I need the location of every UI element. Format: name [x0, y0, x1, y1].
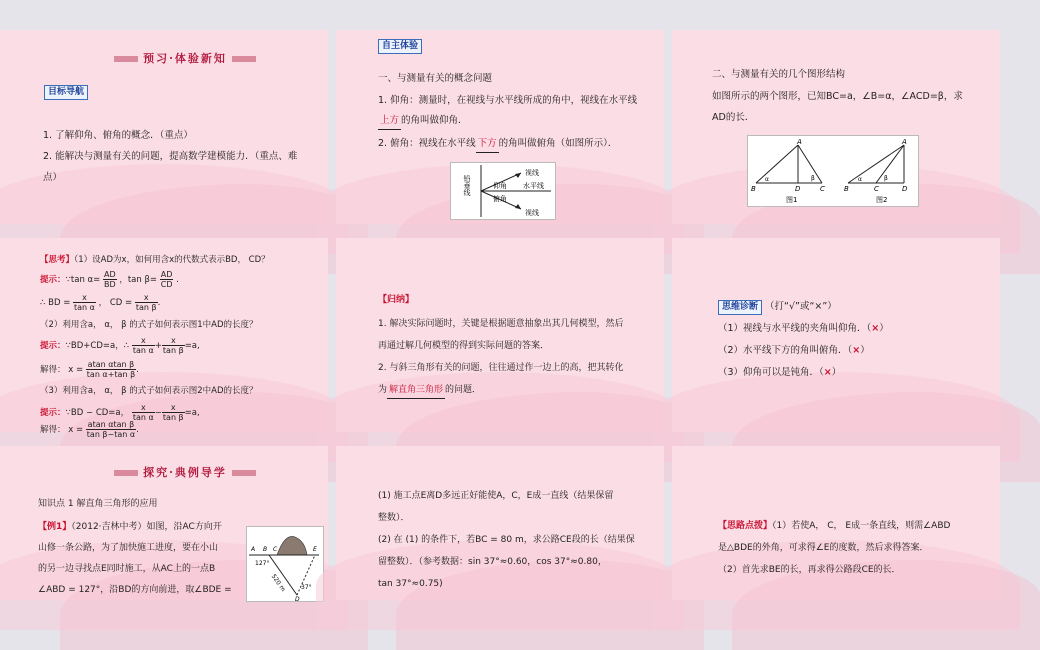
- summary-tag: 【归纳】: [378, 295, 415, 305]
- fill-above: 上方: [378, 114, 401, 130]
- elevation-def: 1. 仰角：测量时，在视线与水平线所成的角中，视线在水平线: [378, 95, 638, 106]
- svg-text:B: B: [844, 185, 849, 193]
- angle-figure: [450, 162, 556, 220]
- concept-heading: 一、与测量有关的概念问题: [378, 73, 493, 84]
- svg-text:水平线: 水平线: [523, 182, 544, 190]
- structures-heading: 二、与测量有关的几个图形结构: [712, 69, 846, 80]
- structures-problem-cont: AD的长．: [712, 112, 755, 123]
- fill-right-triangle: 解直角三角形: [387, 384, 445, 399]
- svg-text:β: β: [884, 175, 888, 182]
- judge-item-2: （2）水平线下方的角叫俯角．（×）: [718, 345, 870, 356]
- svg-text:图1: 图1: [786, 196, 798, 204]
- slide-preview: [0, 30, 328, 224]
- svg-text:B: B: [751, 185, 756, 193]
- section-banner: 预习·体验新知: [100, 50, 270, 68]
- svg-text:视线: 视线: [525, 169, 539, 177]
- svg-text:D: D: [795, 185, 801, 193]
- svg-text:铅垂线: 铅垂线: [463, 175, 471, 196]
- svg-text:C: C: [820, 185, 825, 193]
- slide-self-experience: 自主体验 一、与测量有关的概念问题 1. 仰角：测量时，在视线与水平线所成的角中，视线在水平线 上方 的角叫做仰角． 2. 俯角：视线在水平线 下方 的角叫做俯角（如图所示）． 铅垂线 视线 仰角 水平线 俯角 视线: [336, 30, 664, 224]
- svg-text:B: B: [263, 546, 268, 553]
- svg-text:127°: 127°: [255, 560, 270, 567]
- slide-thinking: 【思考】（1）设AD为x，如何用含x的代数式表示BD， CD？ 提示：∵tan α= $\frac{AD}{BD}$ ，tan β= $\frac{AD}{CD}$ . ∴ BD = $\frac{x}{\text{tan α}}$ ， CD = $\frac{x}{\text{tan β}}$ . （2）利用含a， α， β 的式子如何表示图1中AD的长度？ 提示：∵BD+CD=a，∴ $\frac{x}{\text{tan α}}$ + $\frac{x}{\text{tan β}}$ =a, 解得： x = $\frac{\text{atan αtan β}}{\text{tan α+tan β}}$ . （3）利用含a， α， β 的式子如何表示图2中AD的长度？ 提示：∵BD − CD=a， $\frac{x}{\text{tan α}}$ − $\frac{x}{\text{tan β}}$ =a, 解得： x = $\frac{\text{atan αtan β}}{\text{tan β−tan α}}$ .: [0, 238, 328, 432]
- svg-text:D: D: [295, 596, 300, 603]
- svg-text:520 m: 520 m: [269, 573, 287, 593]
- judge-item-3: （3）仰角可以是钝角．（×）: [718, 367, 842, 378]
- slide-example: 探究·典例导学 知识点 1 解直角三角形的应用 【例1】（2012·吉林中考）如图，沿AC方向开 山修一条公路，为了加快施工进度，要在小山 的另一边寻找点E同时施工，从AC上的一点B ∠ABD = 127°，沿BD的方向前进，取∠BDE = A B C E D 127° 37° 520 m: [0, 446, 328, 600]
- svg-text:俯角: 俯角: [493, 195, 507, 203]
- structures-problem: 如图所示的两个图形，已知BC=a，∠B=α，∠ACD=β，求: [712, 91, 963, 102]
- svg-text:C: C: [273, 546, 278, 553]
- section-banner: 探究·典例导学: [100, 464, 270, 482]
- goal-item-1: 1. 了解仰角、俯角的概念．（重点）: [43, 130, 193, 141]
- two-triangle-figure: [747, 135, 919, 207]
- self-exp-tag: 自主体验: [378, 39, 422, 54]
- knowledge-point: 知识点 1 解直角三角形的应用: [38, 499, 158, 509]
- slide-example-questions: (1) 施工点E离D多远正好能使A，C，E成一直线（结果保留 整数）． (2) 在 (1) 的条件下，若BC = 80 m，求公路CE段的长（结果保 留整数）．（参考数据：sin 37°≈0.60，cos 37°≈0.80， tan 37°≈0.75): [336, 446, 664, 600]
- svg-text:37°: 37°: [301, 584, 312, 591]
- svg-text:D: D: [902, 185, 908, 193]
- fill-below: 下方: [476, 137, 499, 153]
- road-figure: [246, 526, 324, 602]
- svg-text:α: α: [765, 176, 769, 183]
- svg-text:A: A: [902, 138, 907, 146]
- svg-text:图2: 图2: [876, 196, 888, 204]
- judge-item-1: （1）视线与水平线的夹角叫仰角．（×）: [718, 323, 889, 334]
- slide-hints: 【思路点拨】（1）若使A， C， E成一条直线，则需∠ABD 是△BDE的外角，可求得∠E的度数，然后求得答案． （2）首先求BE的长，再求得公路段CE的长．: [672, 446, 1000, 600]
- svg-text:仰角: 仰角: [493, 182, 507, 190]
- slide-diagnosis: 思维诊断 （打“√”或“×”） （1）视线与水平线的夹角叫仰角．（×） （2）水平线下方的角叫俯角．（×） （3）仰角可以是钝角．（×）: [672, 238, 1000, 432]
- svg-text:视线: 视线: [525, 209, 539, 217]
- svg-text:β: β: [811, 175, 815, 182]
- svg-text:E: E: [313, 546, 317, 553]
- goal-item-2-cont: 点）: [43, 172, 63, 183]
- svg-text:A: A: [251, 546, 256, 553]
- goal-item-2: 2. 能解决与测量有关的问题，提高数学建模能力．（重点、难: [43, 151, 298, 162]
- svg-text:α: α: [858, 176, 862, 183]
- slide-figure-structures: [672, 30, 1000, 224]
- goal-nav-tag: 目标导航: [44, 85, 88, 100]
- svg-text:A: A: [797, 138, 802, 146]
- svg-text:C: C: [874, 185, 879, 193]
- diagnosis-tag: 思维诊断: [718, 300, 762, 315]
- slide-summary: 【归纳】 1. 解决实际问题时，关键是根据题意抽象出其几何模型，然后 再通过解几何模型的得到实际问题的答案． 2. 与斜三角形有关的问题，往往通过作一边上的高，把其转化 为 解直角三角形 的问题．: [336, 238, 664, 432]
